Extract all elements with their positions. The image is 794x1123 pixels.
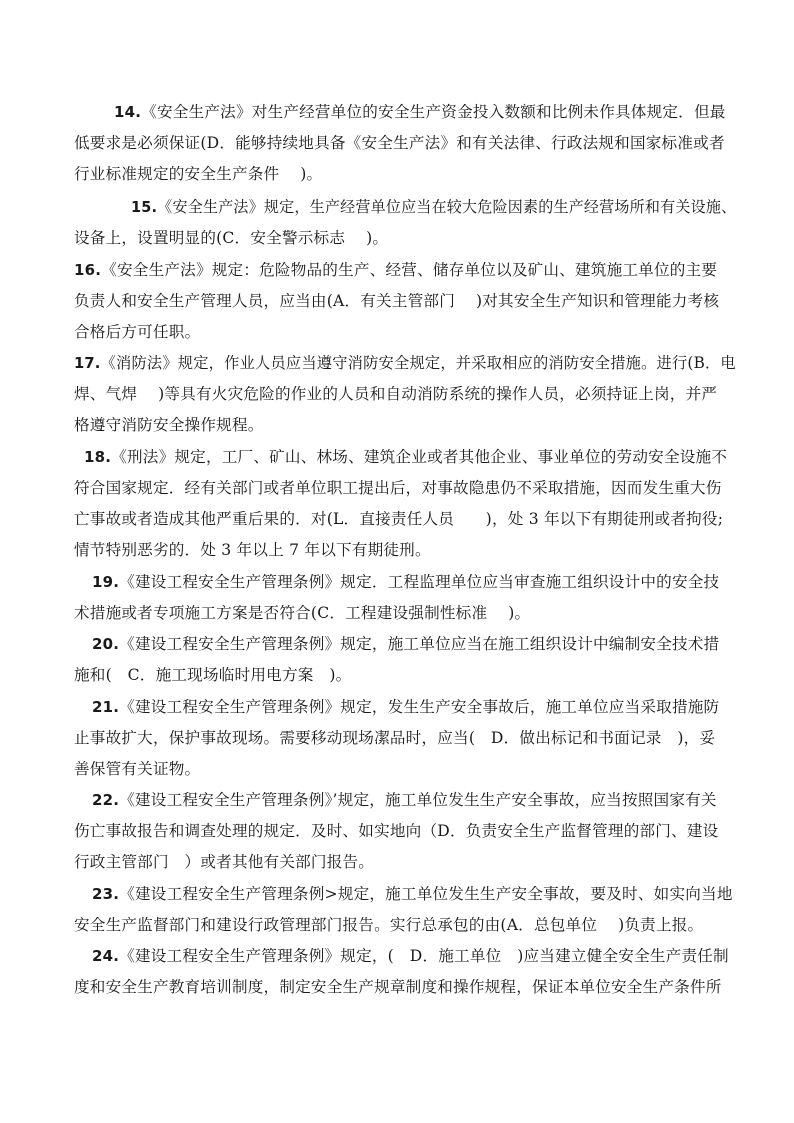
question-15-line-2: 设备上，设置明显的(C．安全警示标志 )。	[74, 229, 389, 247]
question-19-line-2: 术措施或者专项施工方案是否符合(C．工程建设强制性标准 )。	[74, 604, 531, 622]
question-22-line-1: 22.《建设工程安全生产管理条例》’规定，施工单位发生生产安全事故，应当按照国家有关	[92, 791, 717, 809]
question-20-line-2: 施和( C．施工现场临时用电方案 )。	[74, 666, 352, 684]
question-16-line-2: 负责人和安全生产管理人员，应当由(A．有关主管部门 )对其安全生产知识和管理能力考核	[74, 292, 720, 310]
question-17-line-1: 17.《消防法》规定，作业人员应当遵守消防安全规定，并采取相应的消防安全措施。进行(B．电	[74, 354, 736, 372]
question-21-line-3: 善保管有关证物。	[74, 760, 201, 778]
question-21-line-1: 21.《建设工程安全生产管理条例》规定，发生生产安全事故后，施工单位应当采取措施防	[92, 698, 720, 716]
question-16-line-1: 16.《安全生产法》规定：危险物品的生产、经营、储存单位以及矿山、建筑施工单位的主要	[74, 261, 718, 279]
question-17-line-3: 格遵守消防安全操作规程。	[74, 416, 264, 434]
question-21-number: 21.	[92, 698, 120, 716]
question-17-number: 17.	[74, 354, 101, 372]
question-18-number: 18.	[84, 448, 112, 466]
question-24-line-1: 24.《建设工程安全生产管理条例》规定，( D．施工单位 )应当建立健全安全生产责任制	[92, 947, 729, 965]
question-15-number: 15.	[131, 198, 158, 216]
question-14-number: 14.	[114, 103, 142, 121]
question-18-line-1: 18.《刑法》规定，工厂、矿山、林场、建筑企业或者其他企业、事业单位的劳动安全设施不	[84, 448, 728, 466]
question-23-line-2: 安全生产监督部门和建设行政管理部门报告。实行总承包的由(A．总包单位 )负责上报。	[74, 916, 704, 934]
question-22-line-2: 伤亡事故报告和调查处理的规定．及时、如实地向（D．负责安全生产监督管理的部门、建设	[74, 822, 719, 840]
question-18-line-3: 亡事故或者造成其他严重后果的．对(L．直接责任人员 )，处 3 年以下有期徒刑或者拘役;	[74, 510, 724, 528]
question-14-line-1: 14.《安全生产法》对生产经营单位的安全生产资金投入数额和比例未作具体规定．但最	[114, 103, 726, 121]
question-22-line-3: 行政主管部门 ）或者其他有关部门报告。	[74, 853, 375, 871]
question-22-number: 22.	[92, 791, 120, 809]
question-17-line-2: 焊、气焊 )等具有火灾危险的作业的人员和自动消防系统的操作人员，必须持证上岗，并严	[74, 385, 718, 403]
question-14-line-2: 低要求是必须保证(D．能够持续地具备《安全生产法》和有关法律、行政法规和国家标准或者	[74, 134, 725, 152]
question-21-line-2: 止事故扩大，保护事故现场。需要移动现场㓗品时，应当( D．做出标记和书面记录 )，妥	[74, 729, 716, 747]
question-23-line-1: 23.《建设工程安全生产管理条例>规定，施工单位发生生产安全事故，要及时、如实向当地	[92, 885, 733, 903]
question-19-line-1: 19.《建设工程安全生产管理条例》规定．工程监理单位应当审查施工组织设计中的安全技	[92, 573, 720, 591]
question-24-line-2: 度和安全生产教育培训制度，制定安全生产规章制度和操作规程，保证本单位安全生产条件所	[74, 978, 722, 996]
question-15-line-1: 15.《安全生产法》规定，生产经营单位应当在较大危险因素的生产经营场所和有关设施、	[131, 198, 737, 216]
question-18-line-4: 情节特别恶劣的．处 3 年以上 7 年以下有期徒刑。	[74, 541, 431, 559]
question-24-number: 24.	[92, 947, 120, 965]
question-14-line-3: 行业标准规定的安全生产条件 )。	[74, 165, 323, 183]
question-18-line-2: 符合国家规定．经有关部门或者单位职工提出后，对事故隐患仍不采取措施，因而发生重大伤	[74, 479, 722, 497]
question-19-number: 19.	[92, 573, 120, 591]
question-16-line-3: 合格后方可任职。	[74, 323, 201, 341]
question-23-number: 23.	[92, 885, 120, 903]
question-20-number: 20.	[92, 635, 120, 653]
question-20-line-1: 20.《建设工程安全生产管理条例》规定，施工单位应当在施工组织设计中编制安全技术措	[92, 635, 720, 653]
question-16-number: 16.	[74, 261, 102, 279]
